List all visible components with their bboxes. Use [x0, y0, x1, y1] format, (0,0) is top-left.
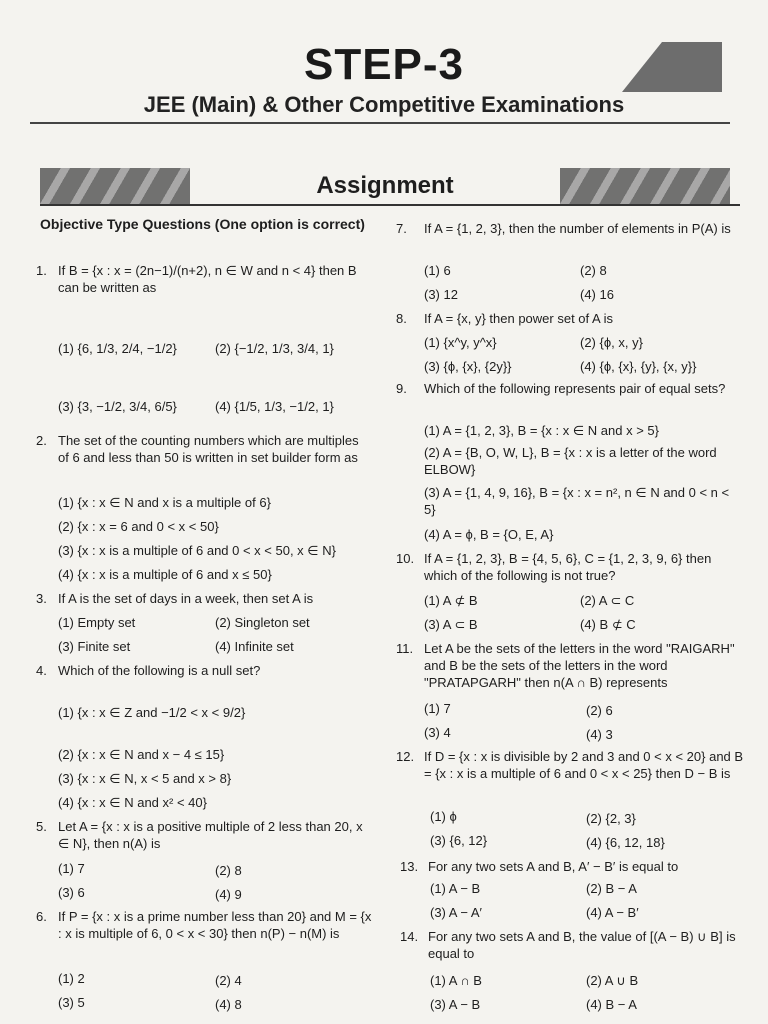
- question-number: 7.: [396, 221, 407, 236]
- question-text: For any two sets A and B, A′ − B′ is equal to: [428, 859, 679, 874]
- option: (1) Empty set: [58, 615, 136, 630]
- option: (1) 2: [58, 971, 85, 986]
- option: (2) 4: [215, 973, 242, 988]
- option: (2) A = {B, O, W, L}, B = {x : x is a letter of the word ELBOW}: [424, 445, 717, 477]
- assignment-stripe-left: [40, 168, 190, 204]
- question-number: 6.: [36, 909, 47, 924]
- option: (2) Singleton set: [215, 615, 310, 630]
- exam-subtitle: JEE (Main) & Other Competitive Examinations: [143, 92, 625, 117]
- option: (3) {6, 12}: [430, 833, 488, 848]
- option: (3) {3, −1/2, 3/4, 6/5}: [58, 399, 177, 414]
- option: (1) 7: [424, 701, 451, 716]
- question-text: For any two sets A and B, the value of [(A − B) ∪ B] is equal to: [428, 929, 736, 961]
- option: (4) Infinite set: [215, 639, 294, 654]
- option: (4) A = ϕ, B = {O, E, A}: [424, 527, 554, 542]
- option: (1) {x : x ∈ Z and −1/2 < x < 9/2}: [58, 705, 246, 720]
- option: (4) 3: [586, 727, 613, 742]
- question-number: 8.: [396, 311, 407, 326]
- option: (4) {6, 12, 18}: [586, 835, 665, 850]
- option: (1) A ∩ B: [430, 973, 482, 988]
- option: (1) {x : x ∈ N and x is a multiple of 6}: [58, 495, 271, 510]
- option: (1) ϕ: [430, 809, 457, 824]
- section-heading: Objective Type Questions (One option is correct): [40, 216, 365, 232]
- question-text: If A = {1, 2, 3}, then the number of elements in P(A) is: [424, 221, 731, 236]
- option: (3) A ⊂ B: [424, 617, 478, 632]
- assignment-heading: Assignment: [270, 172, 500, 200]
- option: (2) A ⊂ C: [580, 593, 635, 608]
- option: (4) 16: [580, 287, 614, 302]
- option: (3) A = {1, 4, 9, 16}, B = {x : x = n², n ∈ N and 0 < n < 5}: [424, 485, 730, 517]
- option: (3) 12: [424, 287, 458, 302]
- option: (1) {6, 1/3, 2/4, −1/2}: [58, 341, 177, 356]
- assignment-divider: [40, 204, 740, 206]
- option: (2) A ∪ B: [586, 973, 639, 988]
- option: (2) 6: [586, 703, 613, 718]
- question-text: Let A = {x : x is a positive multiple of 2 less than 20, x ∈ N}, then n(A) is: [58, 819, 363, 851]
- option: (2) {2, 3}: [586, 811, 636, 826]
- option: (2) {ϕ, x, y}: [580, 335, 643, 350]
- question-number: 5.: [36, 819, 47, 834]
- question-text: Which of the following is a null set?: [58, 663, 261, 678]
- option: (3) 5: [58, 995, 85, 1010]
- option: (1) A = {1, 2, 3}, B = {x : x ∈ N and x > 5}: [424, 423, 659, 438]
- question-number: 11.: [396, 641, 414, 656]
- option: (3) {x : x ∈ N, x < 5 and x > 8}: [58, 771, 232, 786]
- option: (2) {−1/2, 1/3, 3/4, 1}: [215, 341, 334, 356]
- option: (1) 7: [58, 861, 85, 876]
- option: (4) 9: [215, 887, 242, 902]
- question-number: 4.: [36, 663, 47, 678]
- option: (4) 8: [215, 997, 242, 1012]
- assignment-stripe-right: [560, 168, 730, 204]
- option: (3) Finite set: [58, 639, 131, 654]
- option: (3) 6: [58, 885, 85, 900]
- option: (3) {ϕ, {x}, {2y}}: [424, 359, 512, 374]
- question-text: If A = {x, y} then power set of A is: [424, 311, 613, 326]
- question-number: 10.: [396, 551, 415, 566]
- option: (4) {x : x is a multiple of 6 and x ≤ 50}: [58, 567, 272, 582]
- question-number: 2.: [36, 433, 47, 448]
- question-number: 14.: [400, 929, 419, 944]
- option: (3) 4: [424, 725, 451, 740]
- option: (4) {ϕ, {x}, {y}, {x, y}}: [580, 359, 697, 374]
- question-number: 3.: [36, 591, 47, 606]
- question-text: If D = {x : x is divisible by 2 and 3 and 0 < x < 20} and B = {x : x is a multiple of 6 and 0 < x < 25} then D − B is: [424, 749, 744, 781]
- question-text: Let A be the sets of the letters in the word "RAIGARH" and B be the sets of the letters in the word "PRATAPGARH" then n(A ∩ B) represents: [424, 641, 735, 690]
- question-text: If P = {x : x is a prime number less than 20} and M = {x : x is multiple of 6, 0 < x < 30} then n(P) − n(M) is: [58, 909, 372, 941]
- option: (4) B − A: [586, 997, 637, 1012]
- option: (2) {x : x = 6 and 0 < x < 50}: [58, 519, 219, 534]
- step-title: STEP-3: [303, 40, 465, 89]
- option: (2) 8: [580, 263, 607, 278]
- option: (2) 8: [215, 863, 242, 878]
- option: (2) B − A: [586, 881, 637, 896]
- question-number: 1.: [36, 263, 47, 278]
- question-text: Which of the following represents pair of equal sets?: [424, 381, 726, 396]
- option: (4) {1/5, 1/3, −1/2, 1}: [215, 399, 334, 414]
- option: (3) A − B: [430, 997, 481, 1012]
- option: (3) {x : x is a multiple of 6 and 0 < x < 50, x ∈ N}: [58, 543, 336, 558]
- question-number: 13.: [400, 859, 419, 874]
- question-number: 12.: [396, 749, 415, 764]
- option: (4) B ⊄ C: [580, 617, 636, 632]
- option: (2) {x : x ∈ N and x − 4 ≤ 15}: [58, 747, 225, 762]
- question-number: 9.: [396, 381, 407, 396]
- option: (1) A − B: [430, 881, 481, 896]
- question-text: If A = {1, 2, 3}, B = {4, 5, 6}, C = {1, 2, 3, 9, 6} then which of the following is not true?: [424, 551, 712, 583]
- option: (4) A − B′: [586, 905, 639, 920]
- header-divider: [30, 122, 730, 124]
- option: (1) 6: [424, 263, 451, 278]
- question-text: If B = {x : x = (2n−1)/(n+2), n ∈ W and n < 4} then B can be written as: [58, 263, 357, 295]
- question-text: The set of the counting numbers which are multiples of 6 and less than 50 is written in set builder form as: [58, 433, 359, 465]
- option: (3) A − A′: [430, 905, 482, 920]
- option: (4) {x : x ∈ N and x² < 40}: [58, 795, 207, 810]
- question-text: If A is the set of days in a week, then set A is: [58, 591, 314, 606]
- option: (1) A ⊄ B: [424, 593, 478, 608]
- option: (1) {x^y, y^x}: [424, 335, 497, 350]
